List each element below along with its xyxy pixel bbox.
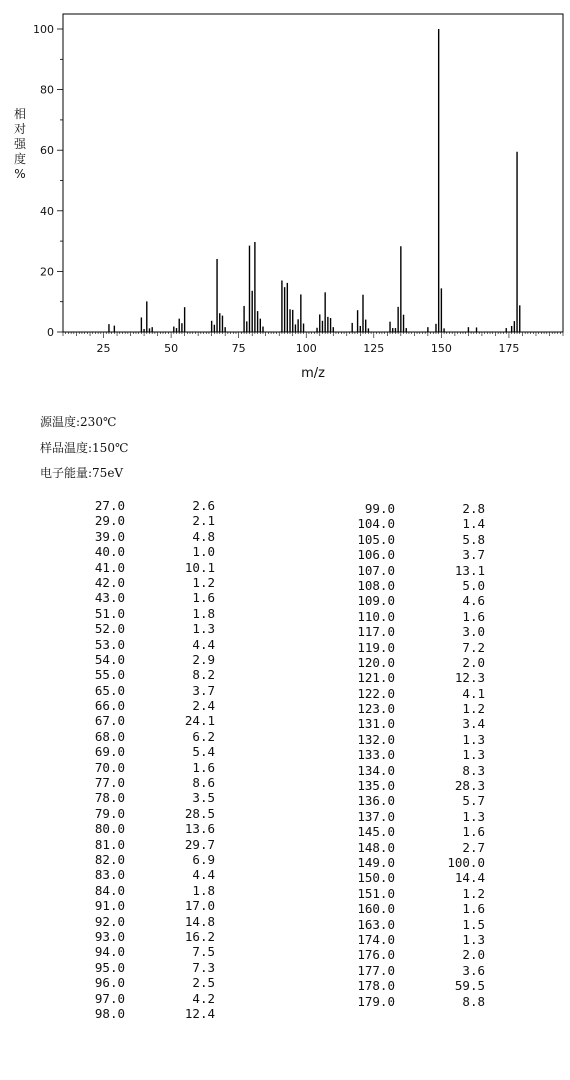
- peak-intensity: 1.2: [462, 885, 485, 901]
- peak-intensity: 17.0: [184, 898, 215, 914]
- peak-intensity: 2.9: [192, 651, 215, 667]
- peak-row: [75, 498, 215, 513]
- peak-mz: 40.0: [94, 544, 125, 560]
- peak-mz: 122.0: [357, 685, 395, 701]
- peak-mz: 70.0: [94, 759, 125, 775]
- peak-intensity: 4.2: [192, 990, 215, 1006]
- y-label-char: 强: [13, 137, 27, 151]
- peak-intensity: 1.6: [462, 608, 485, 624]
- peak-mz: 84.0: [94, 882, 125, 898]
- peak-mz: 67.0: [94, 713, 125, 729]
- peak-mz: 81.0: [94, 836, 125, 852]
- peak-row: [75, 837, 215, 852]
- peak-intensity: 5.0: [462, 577, 485, 593]
- peak-mz: 148.0: [357, 839, 395, 855]
- chart-peaks: [109, 29, 520, 332]
- peak-row: [345, 901, 485, 916]
- peak-intensity: 8.6: [192, 775, 215, 791]
- peak-intensity: 59.5: [454, 978, 485, 994]
- peak-row: [75, 575, 215, 590]
- y-label-char: 相: [13, 107, 27, 121]
- peak-mz: 95.0: [94, 959, 125, 975]
- peak-intensity: 28.3: [454, 778, 485, 794]
- peak-row: [345, 809, 485, 824]
- peak-row: [75, 914, 215, 929]
- peak-intensity: 2.8: [462, 501, 485, 516]
- peak-mz: 39.0: [94, 528, 125, 544]
- electron-energy: 电子能量:75eV: [40, 466, 124, 480]
- peak-row: [345, 917, 485, 932]
- peak-mz: 160.0: [357, 901, 395, 917]
- x-axis-label: m/z: [301, 366, 325, 381]
- peak-row: [75, 621, 215, 636]
- peak-mz: 65.0: [94, 682, 125, 698]
- peak-mz: 163.0: [357, 916, 395, 932]
- peak-row: [75, 729, 215, 744]
- peak-intensity: 1.6: [462, 824, 485, 840]
- peak-intensity: 5.8: [462, 531, 485, 547]
- peak-intensity: 1.3: [462, 747, 485, 763]
- x-axis-ticks: [97, 342, 520, 355]
- peak-row: [345, 716, 485, 731]
- peak-mz: 109.0: [357, 593, 395, 609]
- peak-row: [75, 852, 215, 867]
- peak-intensity: 3.4: [462, 716, 485, 732]
- peak-mz: 68.0: [94, 728, 125, 744]
- peak-mz: 96.0: [94, 975, 125, 991]
- peak-intensity: 3.6: [462, 962, 485, 978]
- peak-row: [345, 855, 485, 870]
- peak-row: [75, 544, 215, 559]
- peak-intensity: 28.5: [184, 805, 215, 821]
- peak-row: [345, 870, 485, 885]
- peak-row: [75, 898, 215, 913]
- peak-mz: 136.0: [357, 793, 395, 809]
- peak-mz: 77.0: [94, 775, 125, 791]
- peak-row: [345, 886, 485, 901]
- peak-row: [345, 701, 485, 716]
- peak-mz: 79.0: [94, 805, 125, 821]
- peak-mz: 174.0: [357, 931, 395, 947]
- peak-intensity: 1.4: [462, 516, 485, 532]
- peak-row: [75, 790, 215, 805]
- y-label-char: 度: [13, 152, 27, 166]
- peak-mz: 78.0: [94, 790, 125, 806]
- peak-mz: 93.0: [94, 928, 125, 944]
- peak-row: [345, 670, 485, 685]
- peak-row: [75, 513, 215, 528]
- peak-mz: 105.0: [357, 531, 395, 547]
- peak-intensity: 16.2: [184, 928, 215, 944]
- y-tick-label: 0: [47, 326, 54, 339]
- peak-mz: 178.0: [357, 978, 395, 994]
- peak-intensity: 12.4: [184, 1005, 215, 1021]
- peak-intensity: 2.0: [462, 947, 485, 963]
- x-tick-label: 175: [498, 342, 520, 355]
- peak-intensity: 2.0: [462, 654, 485, 670]
- peak-row: [345, 763, 485, 778]
- peak-mz: 52.0: [94, 621, 125, 637]
- peak-intensity: 1.3: [462, 731, 485, 747]
- source-temperature: 源温度:230℃: [40, 415, 117, 429]
- peak-mz: 94.0: [94, 944, 125, 960]
- peak-intensity: 4.1: [462, 685, 485, 701]
- peak-mz: 106.0: [357, 547, 395, 563]
- peak-intensity: 6.2: [192, 728, 215, 744]
- peak-mz: 91.0: [94, 898, 125, 914]
- peak-row: [75, 821, 215, 836]
- peak-row: [75, 606, 215, 621]
- peak-row: [345, 563, 485, 578]
- peak-intensity: 1.2: [192, 574, 215, 590]
- peak-intensity: 12.3: [454, 670, 485, 686]
- peak-mz: 176.0: [357, 947, 395, 963]
- peak-intensity: 8.8: [462, 993, 485, 1009]
- peak-row: [75, 867, 215, 882]
- peak-mz: 150.0: [357, 870, 395, 886]
- peak-intensity: 8.3: [462, 762, 485, 778]
- x-tick-label: 100: [295, 342, 317, 355]
- peak-row: [345, 778, 485, 793]
- mass-spectrum-chart: [0, 0, 570, 395]
- peak-intensity: 6.9: [192, 851, 215, 867]
- peak-row: [75, 883, 215, 898]
- peak-mz: 69.0: [94, 744, 125, 760]
- peak-row: [75, 775, 215, 790]
- y-label-char: 对: [13, 122, 27, 136]
- peak-mz: 53.0: [94, 636, 125, 652]
- peak-intensity: 100.0: [447, 854, 485, 870]
- peak-intensity: 13.1: [454, 562, 485, 578]
- x-tick-label: 75: [231, 342, 246, 355]
- peak-intensity: 1.6: [192, 759, 215, 775]
- peak-row: [345, 824, 485, 839]
- peak-mz: 55.0: [94, 667, 125, 683]
- peak-row: [75, 529, 215, 544]
- peak-row: [345, 747, 485, 762]
- peak-row: [345, 932, 485, 947]
- peak-intensity: 1.0: [192, 544, 215, 560]
- y-tick-label: 60: [40, 144, 54, 158]
- peak-row: [345, 501, 485, 516]
- peak-intensity: 4.8: [192, 528, 215, 544]
- peak-row: [345, 963, 485, 978]
- peak-intensity: 7.2: [462, 639, 485, 655]
- peak-mz: 137.0: [357, 808, 395, 824]
- peak-intensity: 2.6: [192, 498, 215, 513]
- peak-intensity: 5.7: [462, 793, 485, 809]
- peak-mz: 132.0: [357, 731, 395, 747]
- peak-mz: 133.0: [357, 747, 395, 763]
- x-tick-label: 125: [363, 342, 385, 355]
- peak-mz: 98.0: [94, 1005, 125, 1021]
- peak-intensity: 3.7: [192, 682, 215, 698]
- peak-mz: 43.0: [94, 590, 125, 606]
- peak-intensity: 1.6: [192, 590, 215, 606]
- peak-intensity: 10.1: [184, 559, 215, 575]
- peak-intensity: 4.6: [462, 593, 485, 609]
- peak-mz: 27.0: [94, 498, 125, 513]
- peak-row: [345, 840, 485, 855]
- peak-row: [345, 686, 485, 701]
- y-tick-label: 80: [40, 83, 54, 97]
- peak-row: [75, 560, 215, 575]
- peak-mz: 97.0: [94, 990, 125, 1006]
- peak-row: [75, 929, 215, 944]
- peak-intensity: 1.2: [462, 701, 485, 717]
- peak-mz: 42.0: [94, 574, 125, 590]
- peak-mz: 82.0: [94, 851, 125, 867]
- peak-table-left: [75, 498, 215, 1021]
- peak-intensity: 2.7: [462, 839, 485, 855]
- x-tick-label: 25: [96, 342, 111, 355]
- peak-row: [345, 532, 485, 547]
- peak-intensity: 2.4: [192, 698, 215, 714]
- peak-intensity: 1.8: [192, 882, 215, 898]
- peak-row: [75, 760, 215, 775]
- peak-row: [75, 991, 215, 1006]
- peak-row: [75, 652, 215, 667]
- peak-intensity: 8.2: [192, 667, 215, 683]
- peak-mz: 151.0: [357, 885, 395, 901]
- peak-intensity: 29.7: [184, 836, 215, 852]
- y-tick-label: 100: [33, 23, 54, 36]
- peak-row: [75, 806, 215, 821]
- peak-intensity: 4.4: [192, 636, 215, 652]
- peak-mz: 119.0: [357, 639, 395, 655]
- peak-intensity: 3.5: [192, 790, 215, 806]
- peak-intensity: 3.7: [462, 547, 485, 563]
- peak-intensity: 3.0: [462, 624, 485, 640]
- peak-mz: 120.0: [357, 654, 395, 670]
- peak-mz: 134.0: [357, 762, 395, 778]
- peak-mz: 123.0: [357, 701, 395, 717]
- peak-mz: 108.0: [357, 577, 395, 593]
- peak-mz: 66.0: [94, 698, 125, 714]
- peak-row: [75, 960, 215, 975]
- peak-intensity: 24.1: [184, 713, 215, 729]
- peak-table-right: [345, 501, 485, 1009]
- peak-mz: 83.0: [94, 867, 125, 883]
- peak-mz: 177.0: [357, 962, 395, 978]
- peak-mz: 29.0: [94, 513, 125, 529]
- peak-intensity: 1.3: [462, 808, 485, 824]
- peak-row: [75, 637, 215, 652]
- peak-mz: 131.0: [357, 716, 395, 732]
- peak-row: [345, 593, 485, 608]
- peak-row: [345, 994, 485, 1009]
- chart-axes: [63, 14, 563, 338]
- peak-mz: 179.0: [357, 993, 395, 1009]
- peak-row: [75, 713, 215, 728]
- peak-intensity: 1.3: [192, 621, 215, 637]
- y-axis-ticks: [33, 23, 63, 339]
- peak-row: [345, 947, 485, 962]
- peak-mz: 107.0: [357, 562, 395, 578]
- peak-mz: 92.0: [94, 913, 125, 929]
- peak-mz: 54.0: [94, 651, 125, 667]
- peak-mz: 99.0: [364, 501, 395, 516]
- peak-row: [75, 744, 215, 759]
- peak-row: [345, 547, 485, 562]
- peak-intensity: 5.4: [192, 744, 215, 760]
- peak-mz: 121.0: [357, 670, 395, 686]
- peak-intensity: 1.3: [462, 931, 485, 947]
- y-axis-label: [14, 106, 27, 181]
- peak-mz: 110.0: [357, 608, 395, 624]
- peak-row: [75, 667, 215, 682]
- x-tick-label: 50: [164, 342, 179, 355]
- peak-mz: 117.0: [357, 624, 395, 640]
- peak-row: [345, 516, 485, 531]
- peak-mz: 104.0: [357, 516, 395, 532]
- peak-row: [345, 578, 485, 593]
- peak-row: [345, 978, 485, 993]
- peak-intensity: 2.1: [192, 513, 215, 529]
- peak-intensity: 1.8: [192, 605, 215, 621]
- peak-intensity: 7.5: [192, 944, 215, 960]
- peak-row: [75, 1006, 215, 1021]
- peak-intensity: 2.5: [192, 975, 215, 991]
- y-label-char: %: [14, 167, 26, 181]
- peak-intensity: 13.6: [184, 821, 215, 837]
- peak-intensity: 14.4: [454, 870, 485, 886]
- sample-temperature: 样品温度:150℃: [40, 441, 129, 455]
- peak-mz: 135.0: [357, 778, 395, 794]
- peak-intensity: 1.6: [462, 901, 485, 917]
- peak-intensity: 14.8: [184, 913, 215, 929]
- peak-row: [345, 609, 485, 624]
- peak-intensity: 1.5: [462, 916, 485, 932]
- y-tick-label: 20: [40, 265, 54, 279]
- peak-row: [345, 732, 485, 747]
- peak-mz: 80.0: [94, 821, 125, 837]
- peak-row: [345, 655, 485, 670]
- peak-mz: 51.0: [94, 605, 125, 621]
- peak-row: [75, 698, 215, 713]
- peak-mz: 145.0: [357, 824, 395, 840]
- peak-intensity: 7.3: [192, 959, 215, 975]
- peak-intensity: 4.4: [192, 867, 215, 883]
- peak-row: [75, 944, 215, 959]
- peak-row: [75, 590, 215, 605]
- peak-row: [345, 624, 485, 639]
- peak-row: [345, 793, 485, 808]
- peak-mz: 149.0: [357, 854, 395, 870]
- peak-row: [345, 640, 485, 655]
- peak-row: [75, 975, 215, 990]
- y-tick-label: 40: [40, 204, 54, 218]
- peak-mz: 41.0: [94, 559, 125, 575]
- plot-frame: [63, 14, 563, 332]
- x-tick-label: 150: [430, 342, 452, 355]
- peak-row: [75, 683, 215, 698]
